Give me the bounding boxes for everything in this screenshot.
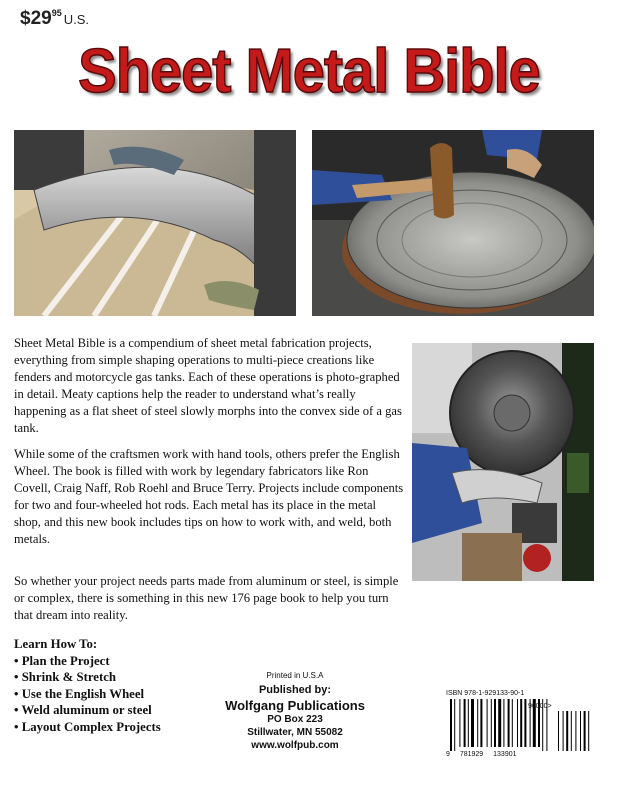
barcode-bar	[477, 699, 478, 747]
barcode-bar	[498, 699, 501, 747]
publisher-web: www.wolfpub.com	[251, 740, 339, 751]
barcode-bar	[471, 699, 474, 747]
barcode-bar	[524, 699, 526, 747]
description-paragraph-1: Sheet Metal Bible is a compendium of sheet metal fabrication projects, everything from simple shaping operations to multi-piece creations like fenders and motorcycle gas tanks. Each of these operations is photo-graphed in detail. Meaty captions help the reader to understand what’s really happening as a flat sheet of steel slowly morphs into the convex side of a gas tank.	[14, 336, 402, 435]
barcode-addon-bar	[588, 711, 589, 751]
barcode-addon-bar	[563, 711, 564, 751]
learn-heading: Learn How To:	[14, 637, 98, 651]
fender-shaping-photo	[14, 130, 296, 316]
barcode-addon-bar	[584, 711, 586, 751]
description-paragraph-3: So whether your project needs parts made from aluminum or steel, is simple or complex, there is something in this new 176 page book to help you turn that dream into reality.	[14, 574, 399, 622]
barcode-addon-bar	[571, 711, 572, 751]
publisher-city: Stillwater, MN 55082	[247, 727, 343, 738]
learn-item: • Plan the Project	[14, 653, 161, 670]
barcode-bar	[454, 699, 455, 751]
barcode-bar	[491, 699, 492, 747]
barcode-bar	[517, 699, 518, 747]
hammer-disc-photo	[312, 130, 594, 316]
learn-item: • Layout Complex Projects	[14, 719, 161, 736]
barcode-bar	[520, 699, 522, 747]
learn-item: • Shrink & Stretch	[14, 669, 161, 686]
publisher-block	[210, 671, 380, 752]
price-currency: U.S.	[63, 12, 90, 27]
barcode	[450, 699, 600, 751]
published-by: Published by:	[258, 684, 332, 696]
barcode-bar	[503, 699, 504, 747]
publisher-name: Wolfgang Publications	[225, 698, 365, 713]
barcode-bar	[512, 699, 513, 747]
printed-in: Printed in U.S.A	[266, 671, 324, 680]
barcode-addon-bar	[575, 711, 576, 751]
price-label	[20, 8, 89, 30]
barcode-bar	[508, 699, 510, 747]
barcode-addon-bar	[566, 711, 568, 751]
publisher-po-box: PO Box 223	[267, 714, 323, 725]
english-wheel-photo	[412, 343, 594, 581]
price-cents: 95	[51, 8, 62, 18]
description-paragraph-2: While some of the craftsmen work with hand tools, others prefer the English Wheel. The book is filled with work by legendary fabricators like Ron Covell, Craig Naff, Rob Roehl and Bruce Terry. Projects include components for two and four-wheeled hot rods. Each metal has its place in the metal shop, and this new book includes tips on how to work with, and weld, both metals.	[14, 447, 404, 546]
barcode-bar	[468, 699, 469, 747]
learn-item: • Weld aluminum or steel	[14, 702, 161, 719]
price-dollars: $29	[20, 8, 52, 29]
barcode-bar	[480, 699, 482, 747]
barcode-addon-bar	[580, 711, 581, 751]
barcode-addon-bar	[558, 711, 559, 751]
isbn-label: ISBN 978-1-929133-90-1	[446, 690, 525, 697]
book-title: Sheet Metal Bible	[78, 37, 540, 106]
barcode-bar	[459, 699, 460, 747]
barcode-digits: 9 781929 133901	[446, 751, 517, 758]
barcode-bar	[494, 699, 496, 747]
barcode-bar	[487, 699, 488, 747]
barcode-bar	[450, 699, 452, 751]
learn-item: • Use the English Wheel	[14, 686, 161, 703]
barcode-addon: 90000>	[528, 703, 552, 710]
learn-list	[14, 636, 161, 735]
barcode-bar	[464, 699, 466, 747]
